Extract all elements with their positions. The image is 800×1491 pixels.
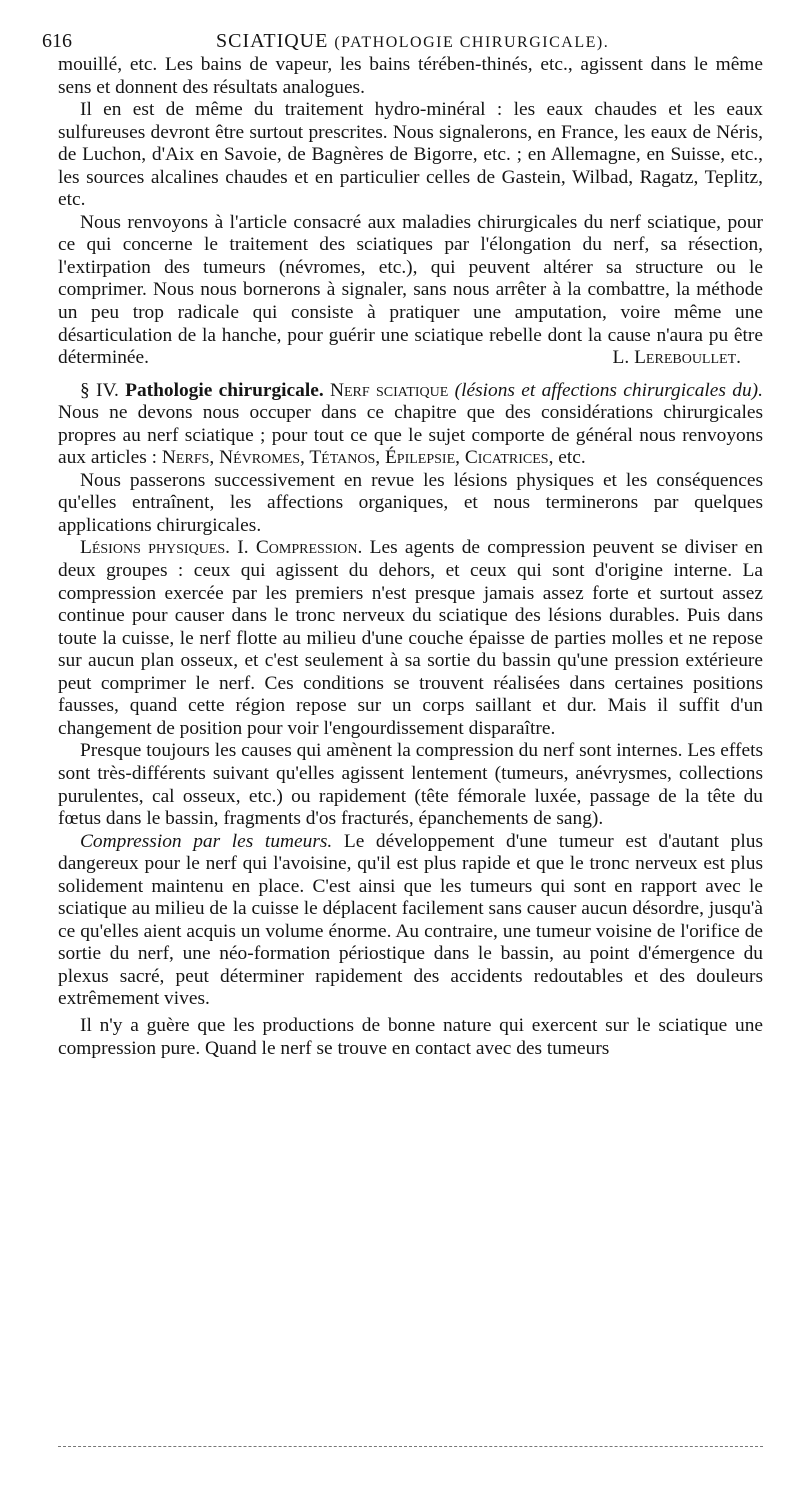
section-text-a: Nous ne devons nous occuper dans ce chapitre que des considérations chirurgicales propres au nerf sciatique ; pour tout ce que le sujet comporte de général nous renvoyons aux articles : [58,402,763,469]
tumeurs-label: Compression par les tumeurs. [80,830,333,852]
section-text-b: etc. [553,447,586,469]
paragraph-causes-internes: Presque toujours les causes qui amènent la compression du nerf sont internes. Les effets sont très-différents suivant qu'elles agissent lentement (tumeurs, anévrysmes, collections purulentes, cal osseux, etc.) ou rapidement (tête fémorale luxée, passage de la tête du fœtus dans le bassin, fragments d'os fracturés, épanchements de sang). [58,740,763,830]
paragraph-compression [58,537,763,740]
compression-text: Les agents de compression peuvent se diviser en deux groupes : ceux qui agissent du dehors, et ceux qui sont d'origine interne. La compression exercée par les premiers n'est presque jamais assez forte et surtout assez continue pour causer dans le tronc nerveux du sciatique des lésions durables. Puis dans toute la cuisse, le nerf flotte au milieu d'une couche épaisse de parties molles et ne repose sur aucun plan osseux, et c'est seulement à sa sortie du bassin qu'une pression extérieure peut comprimer le nerf. Ces conditions se trouvent réalisées dans certaines positions fausses, quand cette région repose sur un corps saillant et dur. Mais il suffit d'un changement de position pour voir l'engourdissement disparaître. [58,537,764,739]
paragraph-productions: Il n'y a guère que les productions de bonne nature qui exercent sur le sciatique une compression pure. Quand le nerf se trouve en contact avec des tumeurs [58,1014,763,1059]
page-number: 616 [42,30,72,52]
body-text [58,54,763,1060]
footer-rule [58,1446,763,1447]
lesions-physiques-label: Lésions physiques. [80,537,230,559]
tumeurs-text: Le développement d'une tumeur est d'autant plus dangereux pour le nerf qui l'avoisine, qu'il est plus rapide et que le tronc nerveux est plus solidement maintenu en place. C'est ainsi que les tumeurs qui sont en rapport avec le sciatique au milieu de la cuisse le déplacent facilement sans causer aucun désordre, jusqu'à ce qu'elles aient acquis un volume énorme. Au contraire, une tumeur voisine de l'orifice de sortie du nerf, une néo-formation périostique dans le bassin, au point d'émergence du plexus sacré, peut déterminer rapidement des accidents redoutables et des douleurs extrêmement vives. [58,830,763,1010]
paragraph-tumeurs [58,831,763,1011]
running-title-sub: (PATHOLOGIE CHIRURGICALE). [334,34,610,51]
running-header [42,26,763,54]
page [42,26,764,1060]
paragraph-renvoi-text: Nous renvoyons à l'article consacré aux maladies chirurgicales du nerf sciatique, pour ce qui concerne le traitement des sciatiques par l'élongation du nerf, sa résection, l'extirpation des tumeurs (névromes, etc.), qui peuvent altérer sa structure ou le comprimer. Nous nous bornerons à signaler, sans nous arrêter à la combattre, la méthode un peu trop radicale qui consiste à pratiquer une amputation, voire même une désarticulation de la hanche, pour guérir une sciatique rebelle dont la cause n'aura pu être déterminée. [58,211,763,369]
paragraph-hydro-mineral: Il en est de même du traitement hydro-minéral : les eaux chaudes et les eaux sulfureuses devront être surtout prescrites. Nous signalerons, en France, les eaux de Néris, de Luchon, d'Aix en Savoie, de Bagnères de Bigorre, etc. ; en Allemagne, en Suisse, etc., les sources alcalines chaudes et en particulier celles de Gastein, Wilbad, Ragatz, Teplitz, etc. [58,99,763,211]
section-refs: Nerfs, Névromes, Tétanos, Épilepsie, Cicatrices, [161,447,554,469]
running-title [216,30,609,53]
running-title-main: SCIATIQUE [216,30,329,52]
section-heading-paragraph [58,380,763,470]
section-gap [58,370,763,380]
paragraph-plan: Nous passerons successivement en revue les lésions physiques et les conséquences qu'elles entraînent, les affections organiques, et nous terminerons par quelques applications chirurgicales. [58,469,763,536]
section-italic: (lésions et affections chirurgicales du). [454,379,763,401]
compression-label: I. Compression. [237,537,363,559]
author-signature: L. Lereboullet. [612,347,741,369]
section-label: Nerf sciatique [330,379,449,401]
section-heading: Pathologie chirurgicale. [125,379,324,401]
paragraph-renvoi [58,212,763,370]
section-number: § IV. [80,379,119,401]
paragraph-bains: mouillé, etc. Les bains de vapeur, les bains térében-thinés, etc., agissent dans le même sens et donnent des résultats analogues. [58,54,763,98]
